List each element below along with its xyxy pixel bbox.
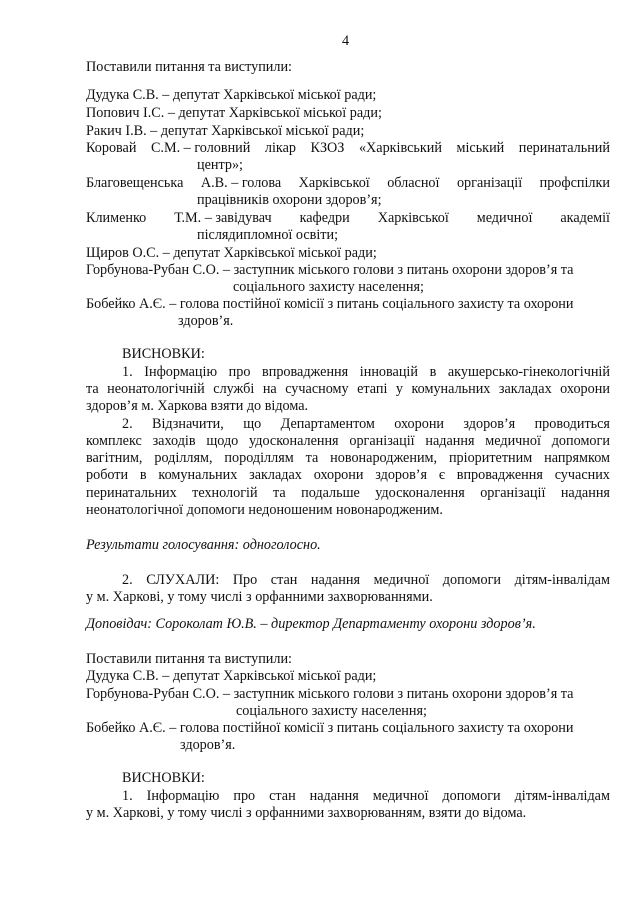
word: 2.	[122, 416, 133, 432]
word: 1.	[122, 788, 133, 804]
word: дітям-інвалідам	[514, 572, 610, 588]
word: Т.М. – завідувач	[174, 210, 272, 226]
word: стан	[269, 788, 296, 804]
word: вагітним,	[86, 450, 143, 466]
word: інновацій	[359, 364, 418, 380]
speaker-line: Щиров О.С. – депутат Харківської міської ради;	[86, 245, 377, 261]
word: закладах	[249, 467, 302, 483]
word: є	[438, 467, 445, 483]
paragraph-line: здоров’я м. Харкова взяти до відома.	[86, 398, 309, 414]
word: організації	[480, 485, 546, 501]
word: Про	[232, 572, 258, 588]
word: удосконалення	[249, 433, 339, 449]
word: новонародженим,	[330, 450, 438, 466]
speaker-reporter: Доповідач: Сороколат Ю.В. – директор Департаменту охорони здоров’я.	[86, 616, 536, 632]
word: Харківської	[377, 210, 449, 226]
word: перинатальний	[518, 140, 610, 156]
word: медичної	[485, 433, 541, 449]
word: КЗОЗ	[310, 140, 345, 156]
word: комунальних	[411, 381, 491, 397]
speaker-line	[86, 140, 610, 157]
word: щодо	[206, 433, 239, 449]
paragraph-line: неонатологічної допомоги недоношеним новонародженим.	[86, 502, 443, 518]
speaker-line: Ракич І.В. – депутат Харківської міської ради;	[86, 123, 365, 139]
speaker-line: Горбунова-Рубан С.О. – заступник міського голови з питань охорони здоров’я та	[86, 262, 574, 278]
word: охорони	[394, 416, 445, 432]
agenda-item-line	[122, 572, 610, 589]
speaker-line-continuation: здоров’я.	[180, 737, 236, 753]
agenda-item-line: у м. Харкові, у тому числі з орфанними захворюваннями.	[86, 589, 433, 605]
word: Інформацію	[144, 364, 218, 380]
speaker-line-continuation: працівників охорони здоров’я;	[197, 192, 382, 208]
word: Клименко	[86, 210, 147, 226]
word: закладах	[498, 381, 552, 397]
word: породіллям	[224, 450, 294, 466]
paragraph-line: у м. Харкові, у тому числі з орфанними захворюванням, взяти до відома.	[86, 805, 527, 821]
word: охорони	[560, 381, 610, 397]
word: та	[86, 381, 99, 397]
paragraph-line	[122, 788, 610, 805]
word: допомоги	[551, 433, 610, 449]
word: Благовещенська	[86, 175, 184, 191]
word: акушерсько-гінекологічній	[447, 364, 610, 380]
word: стан	[270, 572, 298, 588]
word: та	[305, 450, 319, 466]
speaker-line-continuation: соціального захисту населення;	[233, 279, 424, 295]
word: заходів	[152, 433, 196, 449]
word: організації	[456, 175, 523, 191]
word: 1.	[122, 364, 133, 380]
word: С.М. – головний	[150, 140, 251, 156]
word: дітям-інвалідам	[514, 788, 610, 804]
word: медичної	[476, 210, 533, 226]
word: здоров’я	[375, 467, 428, 483]
speaker-line: Дудука С.В. – депутат Харківської міської ради;	[86, 87, 377, 103]
word: в	[429, 364, 437, 380]
paragraph-line	[86, 381, 610, 398]
speaker-line-continuation: післядипломної освіти;	[197, 227, 339, 243]
paragraph-line	[86, 450, 610, 467]
word: роділлям,	[154, 450, 213, 466]
paragraph-line	[86, 467, 610, 484]
speaker-line	[86, 175, 610, 192]
word: А.В. – голова	[200, 175, 282, 191]
word: на	[262, 381, 277, 397]
word: у	[395, 381, 403, 397]
speaker-line-continuation: центр»;	[197, 157, 243, 173]
word: міський	[456, 140, 505, 156]
speaker-line-continuation: здоров’я.	[178, 313, 234, 329]
word: перинатальних	[86, 485, 177, 501]
word: етапі	[357, 381, 388, 397]
word: лікар	[264, 140, 296, 156]
word: медичної	[372, 788, 429, 804]
word: роботи	[86, 467, 129, 483]
word: сучасних	[554, 467, 610, 483]
word: надання	[425, 433, 475, 449]
word: «Харківський	[358, 140, 442, 156]
word: СЛУХАЛИ:	[146, 572, 220, 588]
speaker-line: Бобейко А.Є. – голова постійної комісії з питань соціального захисту та охорони	[86, 720, 574, 736]
word: Інформацію	[146, 788, 220, 804]
conclusions-heading: ВИСНОВКИ:	[122, 770, 205, 786]
word: надання	[560, 485, 610, 501]
word: впровадження	[456, 467, 543, 483]
word: 2.	[122, 572, 133, 588]
speaker-line: Попович І.С. – депутат Харківської міської ради;	[86, 105, 382, 121]
word: що	[243, 416, 262, 432]
word: напрямком	[544, 450, 610, 466]
word: Департаментом	[280, 416, 375, 432]
word: пріоритетним	[448, 450, 533, 466]
word: надання	[309, 788, 359, 804]
word: здоров’я	[463, 416, 516, 432]
speaker-line: Дудука С.В. – депутат Харківської міської ради;	[86, 668, 377, 684]
speaker-line	[86, 210, 610, 227]
voting-result: Результати голосування: одноголосно.	[86, 537, 321, 553]
speaker-line: Бобейко А.Є. – голова постійної комісії з питань соціального захисту та охорони	[86, 296, 574, 312]
paragraph-line	[86, 433, 610, 450]
word: впровадження	[262, 364, 349, 380]
speaker-line-continuation: соціального захисту населення;	[236, 703, 427, 719]
word: неонатологічній	[107, 381, 205, 397]
word: допомоги	[442, 572, 502, 588]
word: Відзначити,	[152, 416, 224, 432]
word: академії	[560, 210, 610, 226]
word: Харківської	[298, 175, 370, 191]
word: надання	[310, 572, 361, 588]
word: Коровай	[86, 140, 137, 156]
speakers-heading: Поставили питання та виступили:	[86, 59, 292, 75]
paragraph-line	[86, 485, 610, 502]
word: та	[273, 485, 286, 501]
word: проводиться	[534, 416, 610, 432]
conclusions-heading: ВИСНОВКИ:	[122, 346, 205, 362]
word: службі	[213, 381, 255, 397]
word: сучасному	[285, 381, 349, 397]
word: охорони	[313, 467, 364, 483]
word: медичної	[373, 572, 430, 588]
word: про	[233, 788, 256, 804]
page-number: 4	[342, 33, 350, 49]
word: кафедри	[299, 210, 350, 226]
word: удосконалення	[375, 485, 465, 501]
word: комплекс	[86, 433, 142, 449]
word: комунальних	[158, 467, 238, 483]
word: технологій	[192, 485, 258, 501]
word: допомоги	[442, 788, 501, 804]
word: подальше	[301, 485, 360, 501]
speakers-heading: Поставили питання та виступили:	[86, 651, 292, 667]
paragraph-line	[122, 364, 610, 381]
word: в	[139, 467, 147, 483]
paragraph-line	[122, 416, 610, 433]
word: про	[228, 364, 251, 380]
word: профспілки	[539, 175, 610, 191]
word: організації	[349, 433, 415, 449]
word: обласної	[387, 175, 440, 191]
speaker-line: Горбунова-Рубан С.О. – заступник міського голови з питань охорони здоров’я та	[86, 686, 574, 702]
